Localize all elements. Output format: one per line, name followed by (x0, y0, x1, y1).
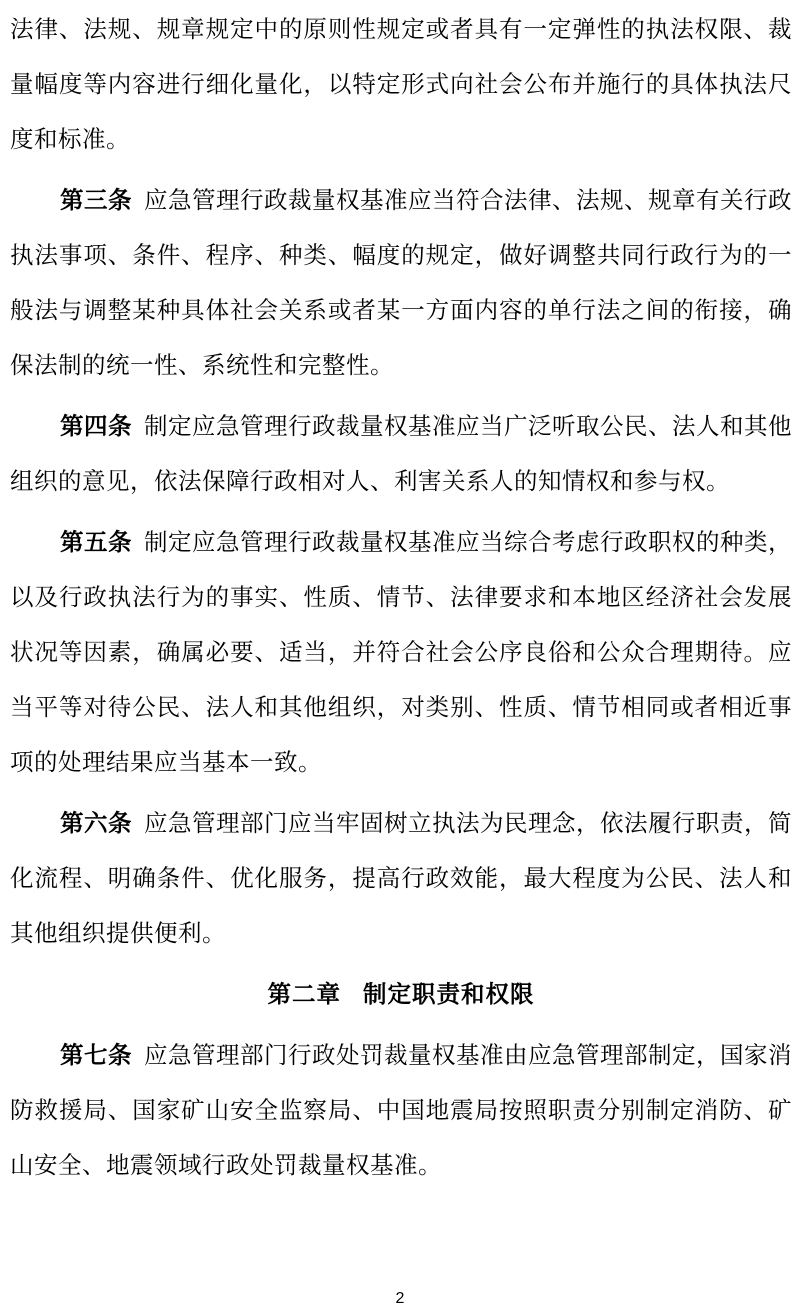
article-number: 第五条 (60, 528, 132, 556)
page-number: 2 (395, 1290, 405, 1307)
article-text: 制定应急管理行政裁量权基准应当广泛听取公民、法人和其他组织的意见，依法保障行政相对人、利害关系人的知情权和参与权。 (10, 412, 792, 495)
article-number: 第三条 (60, 186, 132, 214)
article-text: 应急管理部门行政处罚裁量权基准由应急管理部制定，国家消防救援局、国家矿山安全监察局、中国地震局按照职责分别制定消防、矿山安全、地震领域行政处罚裁量权基准。 (10, 1041, 792, 1179)
article-text: 应急管理部门应当牢固树立执法为民理念，依法履行职责，简化流程、明确条件、优化服务，提高行政效能，最大程度为公民、法人和其他组织提供便利。 (10, 809, 792, 947)
article-7 (10, 1028, 792, 1193)
document-body (10, 0, 792, 1199)
article-6 (10, 796, 792, 961)
chapter-title: 制定职责和权限 (363, 980, 535, 1008)
continuation-paragraph: 法律、法规、规章规定中的原则性规定或者具有一定弹性的执法权限、裁量幅度等内容进行细化量化，以特定形式向社会公布并施行的具体执法尺度和标准。 (10, 15, 792, 153)
article-3 (10, 173, 792, 393)
chapter-number: 第二章 (267, 980, 341, 1008)
article-number: 第六条 (60, 809, 132, 837)
article-5 (10, 515, 792, 790)
article-text: 应急管理行政裁量权基准应当符合法律、法规、规章有关行政执法事项、条件、程序、种类、幅度的规定，做好调整共同行政行为的一般法与调整某种具体社会关系或者某一方面内容的单行法之间的衔接，确保法制的统一性、系统性和完整性。 (10, 186, 792, 379)
article-number: 第四条 (60, 412, 132, 440)
chapter-heading (10, 967, 792, 1022)
article-number: 第七条 (60, 1041, 132, 1069)
article-4 (10, 399, 792, 509)
article-text: 制定应急管理行政裁量权基准应当综合考虑行政职权的种类，以及行政执法行为的事实、性质、情节、法律要求和本地区经济社会发展状况等因素，确属必要、适当，并符合社会公序良俗和公众合理期待。应当平等对待公民、法人和其他组织，对类别、性质、情节相同或者相近事项的处理结果应当基本一致。 (10, 528, 792, 776)
